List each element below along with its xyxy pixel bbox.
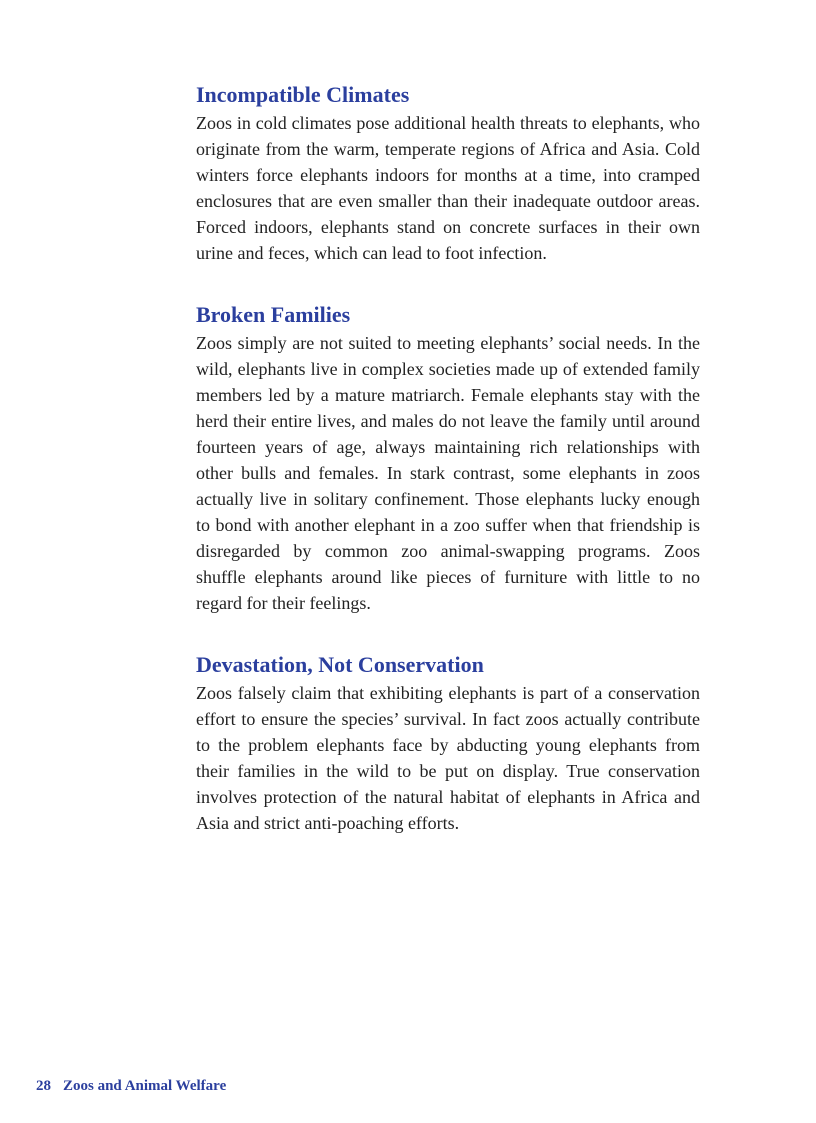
- section-body: Zoos in cold climates pose additional health threats to elephants, who originate from the warm, temperate regions of Africa and Asia. Cold winters force elephants indoors for months at a time, into cramped enclosures that are even smaller than their inadequate outdoor areas. Forced indoors, elephants stand on concrete surfaces in their own urine and feces, which can lead to foot infection.: [196, 113, 700, 263]
- book-title: Zoos and Animal Welfare: [63, 1078, 227, 1094]
- section-heading: Devastation, Not Conservation: [196, 652, 484, 677]
- section-incompatible-climates: [196, 80, 700, 266]
- section-body: Zoos simply are not suited to meeting elephants’ social needs. In the wild, elephants live in complex societies made up of extended family members led by a mature matriarch. Female elephants stay with the herd their entire lives, and males do not leave the family until around fourteen years of age, always maintaining rich relationships with other bulls and females. In stark contrast, some elephants in zoos actually live in solitary confinement. Those elephants lucky enough to bond with another elephant in a zoo suffer when that friendship is disregarded by common zoo animal-swapping programs. Zoos shuffle elephants around like pieces of furniture with little to no regard for their feelings.: [196, 333, 700, 613]
- page-content: [196, 80, 700, 870]
- section-devastation-not-conservation: [196, 650, 700, 836]
- section-heading: Broken Families: [196, 302, 351, 327]
- page-footer: [36, 1076, 226, 1096]
- section-heading: Incompatible Climates: [196, 82, 410, 107]
- section-body: Zoos falsely claim that exhibiting elephants is part of a conservation effort to ensure the species’ survival. In fact zoos actually contribute to the problem elephants face by abducting young elephants from their families in the wild to be put on display. True conservation involves protection of the natural habitat of elephants in Africa and Asia and strict anti-poaching efforts.: [196, 683, 700, 833]
- section-broken-families: [196, 300, 700, 616]
- page-number: 28: [36, 1078, 51, 1094]
